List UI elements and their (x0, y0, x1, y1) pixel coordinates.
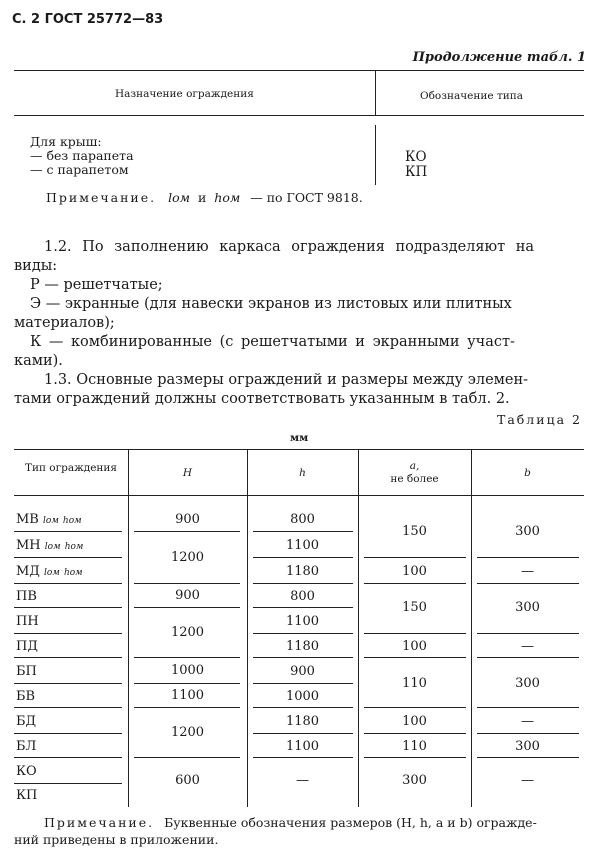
b-cell: 300 (515, 600, 540, 615)
rule (14, 607, 122, 608)
H-cell: 900 (175, 588, 200, 603)
rule (14, 733, 122, 734)
h-cell: — (296, 773, 309, 788)
a-cell: 150 (402, 600, 427, 615)
header-a-note: не более (390, 473, 439, 485)
p12-line6: К — комбинированные (с решетчатыми и экранными участ- (30, 334, 515, 350)
rule (14, 757, 122, 758)
rule (364, 583, 466, 584)
rule (134, 683, 240, 684)
rule (253, 531, 353, 532)
rule (364, 557, 466, 558)
a-cell: 300 (402, 773, 427, 788)
h-cell: 1180 (285, 714, 320, 729)
rule (14, 583, 122, 584)
header-H: H (182, 467, 193, 479)
sub-l: lом (44, 542, 61, 552)
p12-line3: Р — решетчатые; (30, 277, 163, 293)
table1-code2: КП (405, 164, 428, 180)
header-a: a, (409, 460, 420, 472)
b-cell: — (521, 564, 534, 579)
rule (364, 707, 466, 708)
rule (364, 633, 466, 634)
rule (134, 531, 240, 532)
p12-line5: материалов); (14, 315, 115, 331)
p12-line1: 1.2. По заполнению каркаса ограждения подразделяют на (44, 239, 535, 255)
rule (477, 733, 579, 734)
h-cell: 800 (290, 512, 315, 527)
header-b: b (524, 467, 531, 479)
note-and: и (197, 190, 207, 205)
h-cell: 800 (290, 589, 315, 604)
rule (14, 495, 584, 496)
sub-h: hом (63, 568, 83, 578)
note-h: hом (214, 190, 241, 205)
a-cell: 110 (402, 676, 427, 691)
type-code: ПД (16, 639, 38, 654)
rule (477, 757, 579, 758)
rule (477, 707, 579, 708)
page-header: С. 2 ГОСТ 25772—83 (12, 12, 164, 27)
type-code: БВ (16, 689, 36, 704)
note-label: Примечание. (46, 190, 157, 205)
H-cell: 1000 (170, 663, 205, 678)
table1-roofs: Для крыш: (30, 134, 102, 149)
rule (364, 757, 466, 758)
rule (134, 707, 240, 708)
rule (375, 70, 376, 116)
table2-note-line2: ний приведены в приложении. (14, 832, 219, 847)
h-cell: 1180 (285, 564, 320, 579)
h-cell: 1100 (285, 538, 320, 553)
type-code: МД (16, 564, 40, 579)
rule (253, 557, 353, 558)
rule (14, 70, 584, 71)
rule (253, 757, 353, 758)
rule (14, 657, 122, 658)
type-code: МВ (16, 512, 39, 527)
type-cell (16, 564, 83, 579)
a-cell: 110 (402, 739, 427, 754)
rule (14, 707, 122, 708)
b-cell: — (521, 714, 534, 729)
rule (253, 583, 353, 584)
table1-row2: — с парапетом (30, 162, 129, 177)
rule (253, 657, 353, 658)
p13-line2: тами ограждений должны соответствовать указанным в табл. 2. (14, 391, 510, 407)
table1-code1: КО (405, 149, 427, 165)
a-cell: 100 (402, 639, 427, 654)
a-cell: 100 (402, 714, 427, 729)
rule (364, 733, 466, 734)
p12-line2: виды: (14, 258, 58, 274)
type-code: БЛ (16, 739, 37, 754)
a-cell: 150 (402, 524, 427, 539)
p12-line4: Э — экранные (для навески экранов из листовых или плитных (30, 296, 512, 312)
a-cell: 100 (402, 564, 427, 579)
table2-caption: Таблица 2 (496, 412, 582, 427)
sub-h: hом (62, 516, 82, 526)
rule (134, 583, 240, 584)
rule (134, 757, 240, 758)
b-cell: — (521, 639, 534, 654)
note2-text: Буквенные обозначения размеров (H, h, a и b) огражде- (164, 815, 537, 830)
h-cell: 1000 (285, 689, 320, 704)
rule (134, 657, 240, 658)
rule (14, 449, 584, 450)
H-cell: 1200 (170, 625, 205, 640)
rule (14, 531, 122, 532)
note2-label: Примечание. (44, 815, 155, 830)
rule (253, 707, 353, 708)
table-continuation: Продолжение табл. 1 (412, 50, 586, 65)
table1-col1-header: Назначение ограждения (115, 88, 254, 100)
sub-l: lом (44, 568, 60, 578)
header-h: h (299, 467, 306, 479)
type-code: КО (16, 764, 37, 779)
rule (477, 557, 579, 558)
type-cell (16, 538, 83, 553)
rule (253, 733, 353, 734)
table2-units: мм (290, 432, 309, 444)
type-code: МН (16, 538, 41, 553)
h-cell: 1180 (285, 639, 320, 654)
header-type: Тип ограждения (24, 462, 118, 474)
rule (14, 683, 122, 684)
H-cell: 1200 (170, 550, 205, 565)
note-tail: — по ГОСТ 9818. (250, 190, 363, 205)
h-cell: 900 (290, 664, 315, 679)
type-code: ПН (16, 614, 39, 629)
rule (364, 657, 466, 658)
H-cell: 600 (175, 773, 200, 788)
rule (14, 557, 122, 558)
b-cell: 300 (515, 739, 540, 754)
rule (253, 633, 353, 634)
rule (477, 657, 579, 658)
type-code: БП (16, 664, 37, 679)
b-cell: — (521, 773, 534, 788)
type-cell (16, 512, 82, 527)
p12-line7: ками). (14, 353, 63, 369)
type-code: КП (16, 788, 38, 803)
type-code: БД (16, 714, 37, 729)
sub-l: lом (43, 516, 59, 526)
note-l: lом (168, 190, 190, 205)
sub-h: hом (64, 542, 84, 552)
table1-row1: — без парапета (30, 148, 134, 163)
rule (477, 583, 579, 584)
h-cell: 1100 (285, 739, 320, 754)
H-cell: 900 (175, 512, 200, 527)
H-cell: 1200 (170, 725, 205, 740)
table2-note-line1 (44, 815, 537, 830)
rule (375, 125, 376, 185)
rule (253, 607, 353, 608)
H-cell: 1100 (170, 688, 205, 703)
rule (14, 783, 122, 784)
b-cell: 300 (515, 524, 540, 539)
rule (477, 633, 579, 634)
rule (14, 115, 584, 116)
b-cell: 300 (515, 676, 540, 691)
table1-col2-header: Обозначение типа (420, 90, 524, 102)
p13-line1: 1.3. Основные размеры ограждений и размеры между элемен- (44, 372, 529, 388)
h-cell: 1100 (285, 614, 320, 629)
rule (253, 683, 353, 684)
rule (14, 633, 122, 634)
table1-note (46, 190, 363, 205)
rule (134, 607, 240, 608)
type-code: ПВ (16, 589, 37, 604)
